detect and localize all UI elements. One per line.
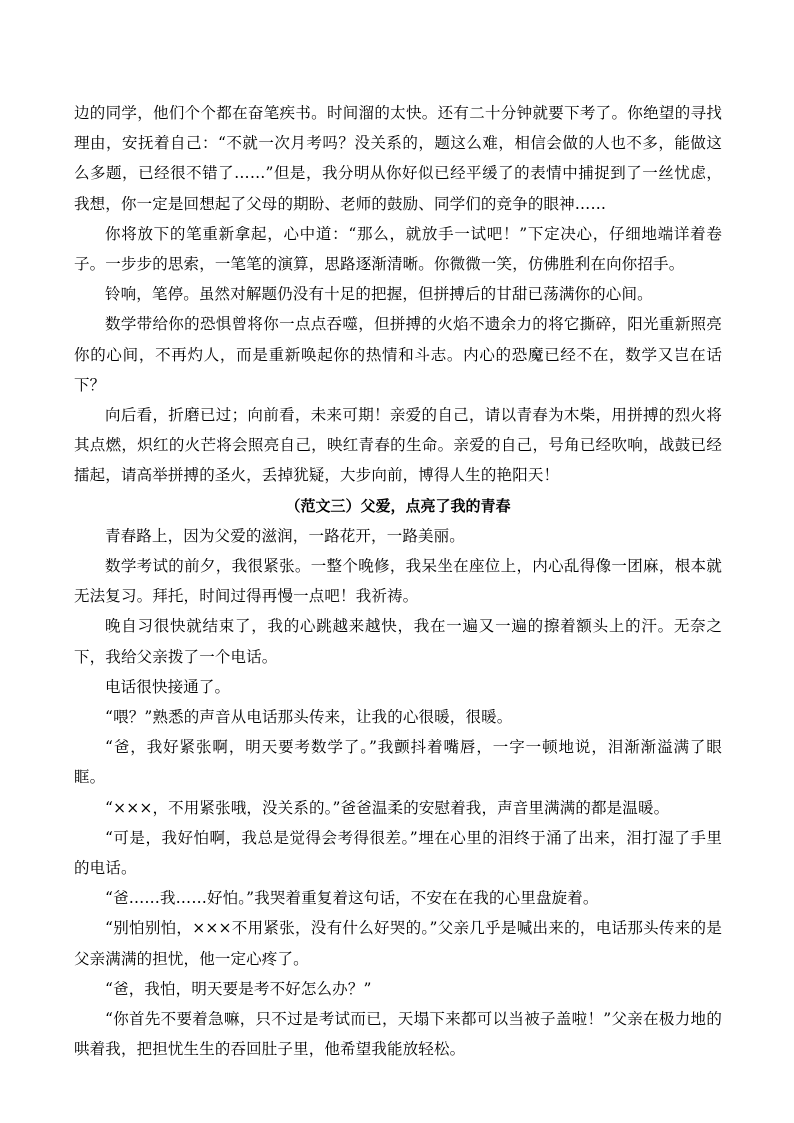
paragraph: “可是，我好怕啊，我总是觉得会考得很差。”埋在心里的泪终于涌了出来，泪打湿了手里的电话。 <box>74 828 722 878</box>
paragraph: 青春路上，因为父爱的滋润，一路花开，一路美丽。 <box>105 526 465 545</box>
paragraph-continuation: 边的同学，他们个个都在奋笔疾书。时间溜的太快。还有二十分钟就要下考了。你绝望的寻找理由，安抚着自己：“不就一次月考吗？没关系的，题这么难，相信会做的人也不多，能做这么多题，已经很不错了……”但是，我分明从你好似已经平缓了的表情中捕捉到了一丝忧虑，我想，你一定是回想起了父母的期盼、老师的鼓励、同学们的竞争的眼神…… <box>74 104 722 213</box>
paragraph: “爸……我……好怕。”我哭着重复着这句话，不安在在我的心里盘旋着。 <box>105 889 599 908</box>
paragraph: 铃响，笔停。虽然对解题仍没有十足的把握，但拼搏后的甘甜已荡满你的心间。 <box>105 285 653 304</box>
paragraph: 数学考试的前夕，我很紧张。一整个晚修，我呆坐在座位上，内心乱得像一团麻，根本就无法复习。拜托，时间过得再慢一点吧！我祈祷。 <box>74 557 722 606</box>
paragraph: “×××，不用紧张哦，没关系的。”爸爸温柔的安慰着我，声音里满满的都是温暖。 <box>105 798 670 817</box>
paragraph: “爸，我好紧张啊，明天要考数学了。”我颤抖着嘴唇，一字一顿地说，泪渐渐溢满了眼眶。 <box>74 738 722 787</box>
paragraph: “喂？”熟悉的声音从电话那头传来，让我的心很暖，很暖。 <box>105 708 513 727</box>
paragraph: 你将放下的笔重新拿起，心中道：“那么，就放手一试吧！”下定决心，仔细地端详着卷子。一步步的思索，一笔笔的演算，思路逐渐清晰。你微微一笑，仿佛胜利在向你招手。 <box>74 224 722 274</box>
section-title: （范文三）父爱，点亮了我的青春 <box>285 496 511 515</box>
paragraph: “你首先不要着急嘛，只不过是考试而已，天塌下来都可以当被子盖啦！”父亲在极力地的哄着我，把担忧生生的吞回肚子里，他希望我能放轻松。 <box>74 1010 722 1059</box>
paragraph: 数学带给你的恐惧曾将你一点点吞噬，但拼搏的火焰不遗余力的将它撕碎，阳光重新照亮你的心间，不再灼人，而是重新唤起你的热情和斗志。内心的恐魔已经不在，数学又岂在话下？ <box>74 315 722 394</box>
paragraph: 向后看，折磨已过；向前看，未来可期！亲爱的自己，请以青春为木柴，用拼搏的烈火将其点燃，炽红的火芒将会照亮自己，映红青春的生命。亲爱的自己，号角已经吹响，战鼓已经擂起，请高举拼搏的圣火，丢掉犹疑，大步向前，博得人生的艳阳天！ <box>74 406 722 485</box>
paragraph: 电话很快接通了。 <box>105 677 231 696</box>
paragraph: “别怕别怕，×××不用紧张，没有什么好哭的。”父亲几乎是喊出来的，电话那头传来的是父亲满满的担忧，他一定心疼了。 <box>74 919 722 968</box>
paragraph: “爸，我怕，明天要是考不好怎么办？” <box>105 979 372 998</box>
paragraph: 晚自习很快就结束了，我的心跳越来越快，我在一遍又一遍的擦着额头上的汗。无奈之下，我给父亲拨了一个电话。 <box>74 617 722 666</box>
document-page <box>74 98 722 1065</box>
